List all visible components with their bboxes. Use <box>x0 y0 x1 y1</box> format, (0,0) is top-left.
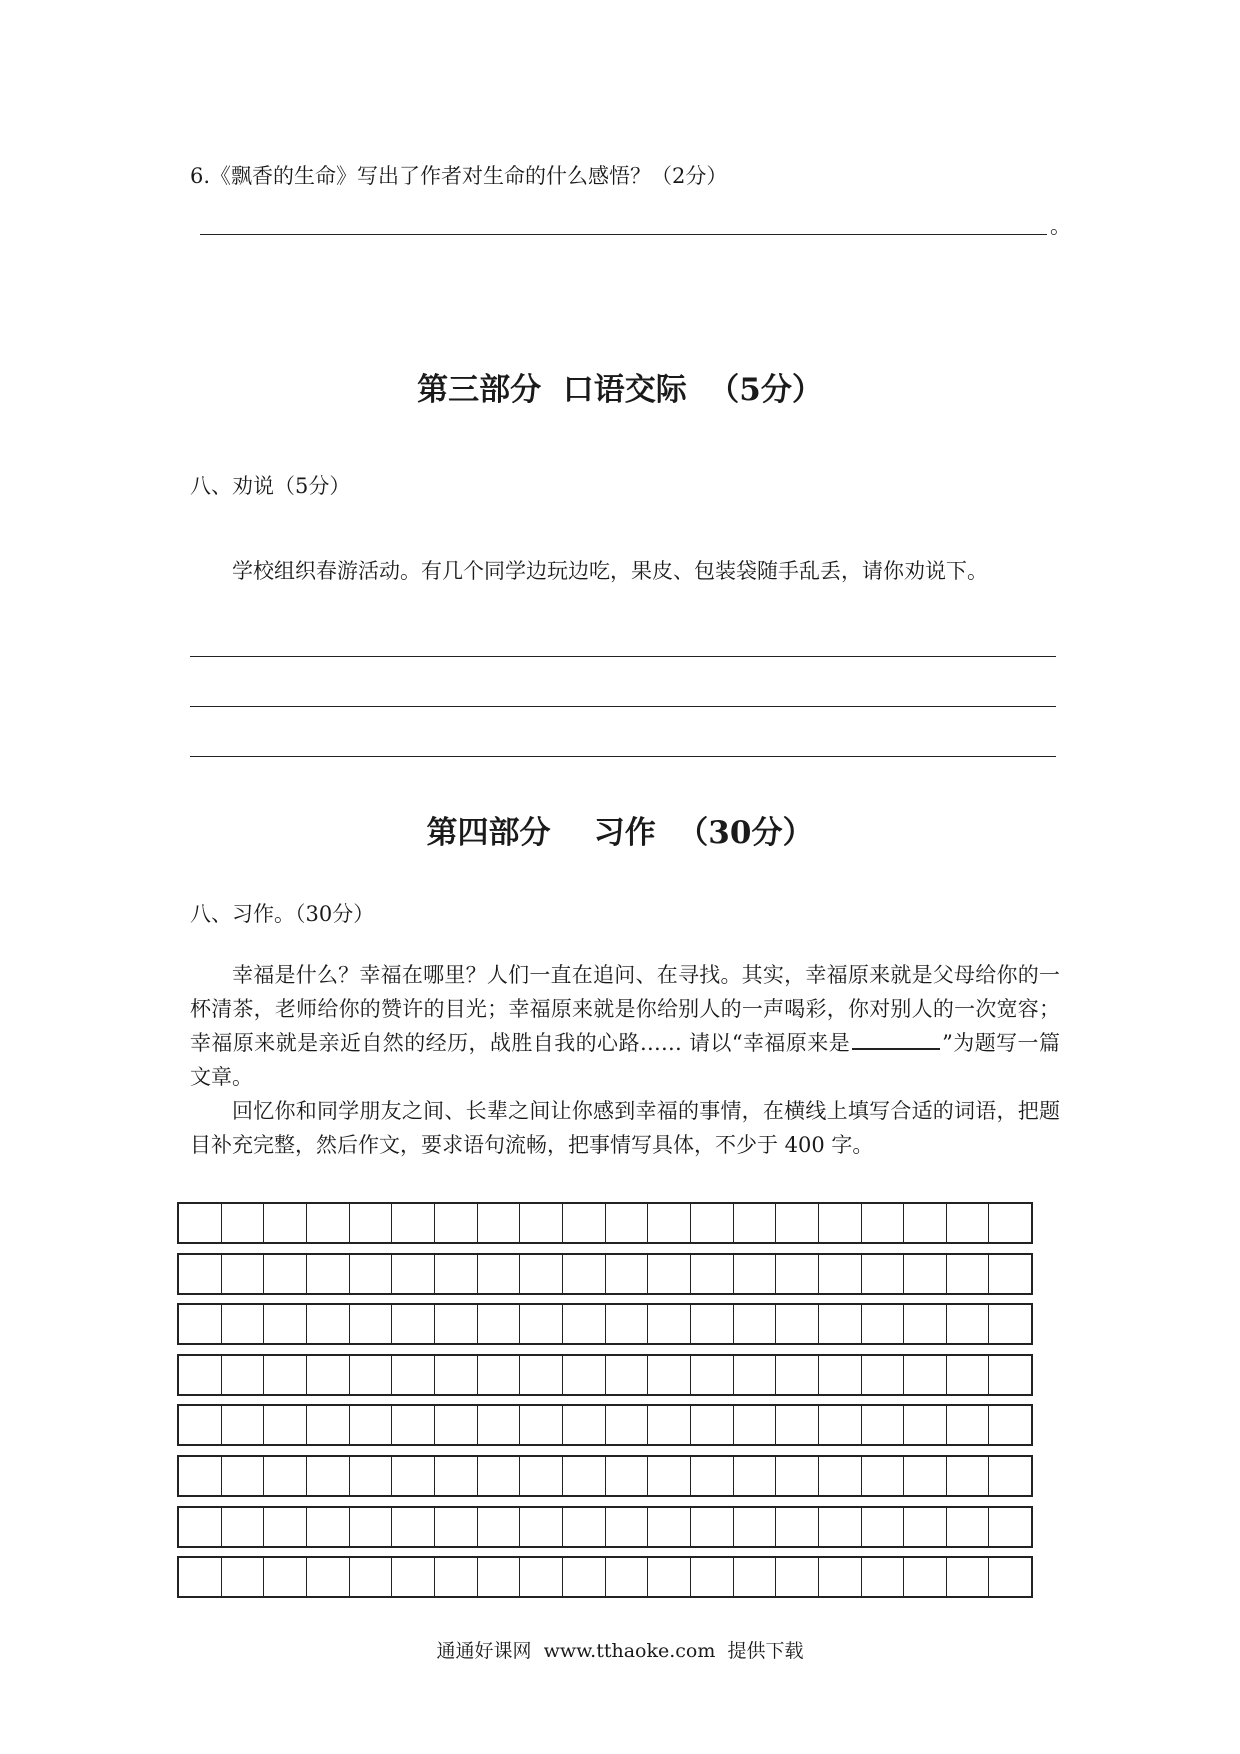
grid-cell[interactable] <box>350 1558 393 1596</box>
part4-paragraph-1-text-b: ”为题写一篇文章。 <box>190 1031 1060 1089</box>
grid-cell[interactable] <box>350 1204 393 1242</box>
grid-cell[interactable] <box>904 1356 947 1394</box>
grid-cell[interactable] <box>776 1204 819 1242</box>
grid-cell[interactable] <box>350 1305 393 1343</box>
grid-cell[interactable] <box>478 1204 521 1242</box>
part3-answer-line-3[interactable] <box>190 756 1056 757</box>
grid-cell[interactable] <box>862 1406 905 1444</box>
grid-cell[interactable] <box>478 1457 521 1495</box>
grid-cell[interactable] <box>264 1204 307 1242</box>
grid-cell[interactable] <box>392 1255 435 1293</box>
grid-cell[interactable] <box>989 1255 1031 1293</box>
grid-cell[interactable] <box>435 1558 478 1596</box>
grid-cell[interactable] <box>691 1305 734 1343</box>
grid-cell[interactable] <box>989 1457 1031 1495</box>
part3-title: 第三部分 口语交际 （5分） <box>417 372 823 408</box>
grid-cell[interactable] <box>691 1255 734 1293</box>
grid-cell[interactable] <box>819 1255 862 1293</box>
grid-cell[interactable] <box>691 1508 734 1546</box>
grid-cell[interactable] <box>904 1508 947 1546</box>
grid-cell[interactable] <box>862 1204 905 1242</box>
grid-cell[interactable] <box>478 1508 521 1546</box>
grid-cell[interactable] <box>520 1255 563 1293</box>
grid-cell[interactable] <box>179 1255 222 1293</box>
grid-cell[interactable] <box>734 1558 777 1596</box>
grid-cell[interactable] <box>776 1255 819 1293</box>
grid-cell[interactable] <box>179 1356 222 1394</box>
question-6-text: 6.《飘香的生命》写出了作者对生命的什么感悟？（2分） <box>190 164 728 188</box>
grid-cell[interactable] <box>392 1457 435 1495</box>
grid-cell[interactable] <box>776 1356 819 1394</box>
grid-cell[interactable] <box>691 1457 734 1495</box>
grid-cell[interactable] <box>222 1204 265 1242</box>
grid-cell[interactable] <box>179 1406 222 1444</box>
grid-cell[interactable] <box>947 1356 990 1394</box>
grid-cell[interactable] <box>478 1558 521 1596</box>
grid-cell[interactable] <box>222 1255 265 1293</box>
grid-cell[interactable] <box>734 1204 777 1242</box>
grid-cell[interactable] <box>819 1305 862 1343</box>
grid-row <box>177 1354 1033 1396</box>
part4-paragraph-2: 回忆你和同学朋友之间、长辈之间让你感到幸福的事情，在横线上填写合适的词语，把题目补充完整，然后作文，要求语句流畅，把事情写具体，不少于 400 字。 <box>190 1099 1060 1157</box>
grid-row <box>177 1404 1033 1446</box>
grid-cell[interactable] <box>392 1406 435 1444</box>
grid-cell[interactable] <box>307 1305 350 1343</box>
grid-cell[interactable] <box>904 1255 947 1293</box>
part4-paragraph-1-text-a: 幸福是什么？幸福在哪里？人们一直在追问、在寻找。其实，幸福原来就是父母给你的一杯清茶，老师给你的赞许的目光；幸福原来就是你给别人的一声喝彩，你对别人的一次宽容；幸福原来就是亲近自然的经历，战胜自我的心路…… 请以“幸福原来是 <box>190 963 1060 1055</box>
grid-cell[interactable] <box>435 1457 478 1495</box>
grid-cell[interactable] <box>862 1305 905 1343</box>
grid-cell[interactable] <box>947 1255 990 1293</box>
grid-cell[interactable] <box>862 1457 905 1495</box>
question-6-answer-line[interactable] <box>200 234 1047 235</box>
part3-prompt: 学校组织春游活动。有几个同学边玩边吃，果皮、包装袋随手乱丢，请你劝说下。 <box>232 559 988 583</box>
grid-row <box>177 1506 1033 1548</box>
grid-cell[interactable] <box>392 1558 435 1596</box>
grid-cell[interactable] <box>989 1508 1031 1546</box>
part4-paragraph-1 <box>190 958 1060 1094</box>
grid-cell[interactable] <box>734 1305 777 1343</box>
grid-cell[interactable] <box>648 1457 691 1495</box>
grid-cell[interactable] <box>819 1204 862 1242</box>
grid-cell[interactable] <box>264 1508 307 1546</box>
grid-cell[interactable] <box>520 1558 563 1596</box>
grid-cell[interactable] <box>222 1356 265 1394</box>
grid-cell[interactable] <box>264 1305 307 1343</box>
grid-row <box>177 1556 1033 1598</box>
grid-cell[interactable] <box>734 1508 777 1546</box>
grid-cell[interactable] <box>350 1406 393 1444</box>
grid-cell[interactable] <box>947 1508 990 1546</box>
grid-cell[interactable] <box>435 1508 478 1546</box>
grid-cell[interactable] <box>520 1508 563 1546</box>
grid-cell[interactable] <box>435 1356 478 1394</box>
grid-cell[interactable] <box>904 1305 947 1343</box>
grid-row <box>177 1253 1033 1295</box>
grid-cell[interactable] <box>989 1305 1031 1343</box>
grid-cell[interactable] <box>563 1356 606 1394</box>
grid-cell[interactable] <box>734 1356 777 1394</box>
grid-cell[interactable] <box>819 1356 862 1394</box>
grid-cell[interactable] <box>307 1255 350 1293</box>
grid-cell[interactable] <box>222 1508 265 1546</box>
grid-cell[interactable] <box>520 1305 563 1343</box>
grid-cell[interactable] <box>947 1204 990 1242</box>
grid-cell[interactable] <box>307 1457 350 1495</box>
part3-question-label: 八、劝说（5分） <box>190 474 351 498</box>
grid-cell[interactable] <box>563 1255 606 1293</box>
grid-cell[interactable] <box>606 1457 649 1495</box>
grid-cell[interactable] <box>947 1305 990 1343</box>
grid-cell[interactable] <box>819 1457 862 1495</box>
grid-cell[interactable] <box>563 1204 606 1242</box>
grid-cell[interactable] <box>734 1406 777 1444</box>
grid-cell[interactable] <box>392 1305 435 1343</box>
grid-cell[interactable] <box>904 1204 947 1242</box>
grid-cell[interactable] <box>776 1406 819 1444</box>
grid-cell[interactable] <box>264 1356 307 1394</box>
grid-cell[interactable] <box>563 1558 606 1596</box>
grid-cell[interactable] <box>350 1508 393 1546</box>
grid-cell[interactable] <box>862 1558 905 1596</box>
grid-cell[interactable] <box>563 1508 606 1546</box>
grid-cell[interactable] <box>776 1457 819 1495</box>
grid-cell[interactable] <box>819 1406 862 1444</box>
grid-cell[interactable] <box>307 1406 350 1444</box>
grid-cell[interactable] <box>435 1255 478 1293</box>
grid-cell[interactable] <box>179 1558 222 1596</box>
grid-cell[interactable] <box>734 1457 777 1495</box>
grid-cell[interactable] <box>947 1457 990 1495</box>
grid-cell[interactable] <box>307 1558 350 1596</box>
grid-cell[interactable] <box>691 1558 734 1596</box>
grid-cell[interactable] <box>648 1558 691 1596</box>
grid-cell[interactable] <box>947 1558 990 1596</box>
part3-answer-line-2[interactable] <box>190 706 1056 707</box>
grid-cell[interactable] <box>776 1508 819 1546</box>
grid-row <box>177 1202 1033 1244</box>
grid-cell[interactable] <box>606 1508 649 1546</box>
grid-cell[interactable] <box>989 1204 1031 1242</box>
grid-cell[interactable] <box>648 1204 691 1242</box>
grid-cell[interactable] <box>691 1204 734 1242</box>
grid-cell[interactable] <box>520 1457 563 1495</box>
grid-cell[interactable] <box>989 1558 1031 1596</box>
grid-cell[interactable] <box>648 1305 691 1343</box>
grid-cell[interactable] <box>350 1356 393 1394</box>
grid-cell[interactable] <box>776 1558 819 1596</box>
grid-cell[interactable] <box>648 1356 691 1394</box>
grid-cell[interactable] <box>350 1255 393 1293</box>
grid-cell[interactable] <box>264 1255 307 1293</box>
grid-cell[interactable] <box>264 1406 307 1444</box>
grid-cell[interactable] <box>179 1457 222 1495</box>
grid-cell[interactable] <box>904 1558 947 1596</box>
grid-cell[interactable] <box>862 1508 905 1546</box>
grid-cell[interactable] <box>478 1356 521 1394</box>
grid-cell[interactable] <box>478 1406 521 1444</box>
grid-cell[interactable] <box>435 1305 478 1343</box>
grid-cell[interactable] <box>520 1356 563 1394</box>
grid-cell[interactable] <box>606 1255 649 1293</box>
grid-cell[interactable] <box>520 1204 563 1242</box>
grid-cell[interactable] <box>392 1356 435 1394</box>
grid-cell[interactable] <box>819 1558 862 1596</box>
part4-title: 第四部分 习作 （30分） <box>426 815 814 851</box>
grid-cell[interactable] <box>350 1457 393 1495</box>
footer-text: 通通好课网 www.tthaoke.com 提供下载 <box>436 1640 804 1662</box>
grid-cell[interactable] <box>179 1204 222 1242</box>
grid-row <box>177 1303 1033 1345</box>
grid-cell[interactable] <box>264 1558 307 1596</box>
grid-cell[interactable] <box>563 1305 606 1343</box>
grid-cell[interactable] <box>776 1305 819 1343</box>
grid-cell[interactable] <box>478 1255 521 1293</box>
grid-cell[interactable] <box>606 1406 649 1444</box>
grid-row <box>177 1455 1033 1497</box>
grid-cell[interactable] <box>904 1457 947 1495</box>
part4-question-label: 八、习作。（30分） <box>190 902 375 926</box>
grid-cell[interactable] <box>392 1204 435 1242</box>
title-blank[interactable] <box>852 1047 940 1050</box>
grid-cell[interactable] <box>606 1356 649 1394</box>
part3-answer-line-1[interactable] <box>190 656 1056 657</box>
grid-cell[interactable] <box>520 1406 563 1444</box>
grid-cell[interactable] <box>947 1406 990 1444</box>
grid-cell[interactable] <box>222 1406 265 1444</box>
grid-cell[interactable] <box>392 1508 435 1546</box>
grid-cell[interactable] <box>307 1508 350 1546</box>
grid-cell[interactable] <box>648 1406 691 1444</box>
grid-cell[interactable] <box>222 1457 265 1495</box>
grid-cell[interactable] <box>989 1356 1031 1394</box>
grid-cell[interactable] <box>179 1305 222 1343</box>
grid-cell[interactable] <box>819 1508 862 1546</box>
grid-cell[interactable] <box>264 1457 307 1495</box>
grid-cell[interactable] <box>563 1457 606 1495</box>
grid-cell[interactable] <box>222 1305 265 1343</box>
grid-cell[interactable] <box>606 1204 649 1242</box>
grid-cell[interactable] <box>904 1406 947 1444</box>
grid-cell[interactable] <box>862 1356 905 1394</box>
grid-cell[interactable] <box>691 1356 734 1394</box>
grid-cell[interactable] <box>307 1356 350 1394</box>
grid-cell[interactable] <box>563 1406 606 1444</box>
question-6-line-end: 。 <box>1050 214 1071 238</box>
grid-cell[interactable] <box>478 1305 521 1343</box>
grid-cell[interactable] <box>862 1255 905 1293</box>
grid-cell[interactable] <box>435 1406 478 1444</box>
grid-cell[interactable] <box>691 1406 734 1444</box>
grid-cell[interactable] <box>648 1255 691 1293</box>
grid-cell[interactable] <box>606 1305 649 1343</box>
grid-cell[interactable] <box>606 1558 649 1596</box>
grid-cell[interactable] <box>734 1255 777 1293</box>
grid-cell[interactable] <box>648 1508 691 1546</box>
grid-cell[interactable] <box>307 1204 350 1242</box>
grid-cell[interactable] <box>989 1406 1031 1444</box>
grid-cell[interactable] <box>179 1508 222 1546</box>
grid-cell[interactable] <box>435 1204 478 1242</box>
grid-cell[interactable] <box>222 1558 265 1596</box>
